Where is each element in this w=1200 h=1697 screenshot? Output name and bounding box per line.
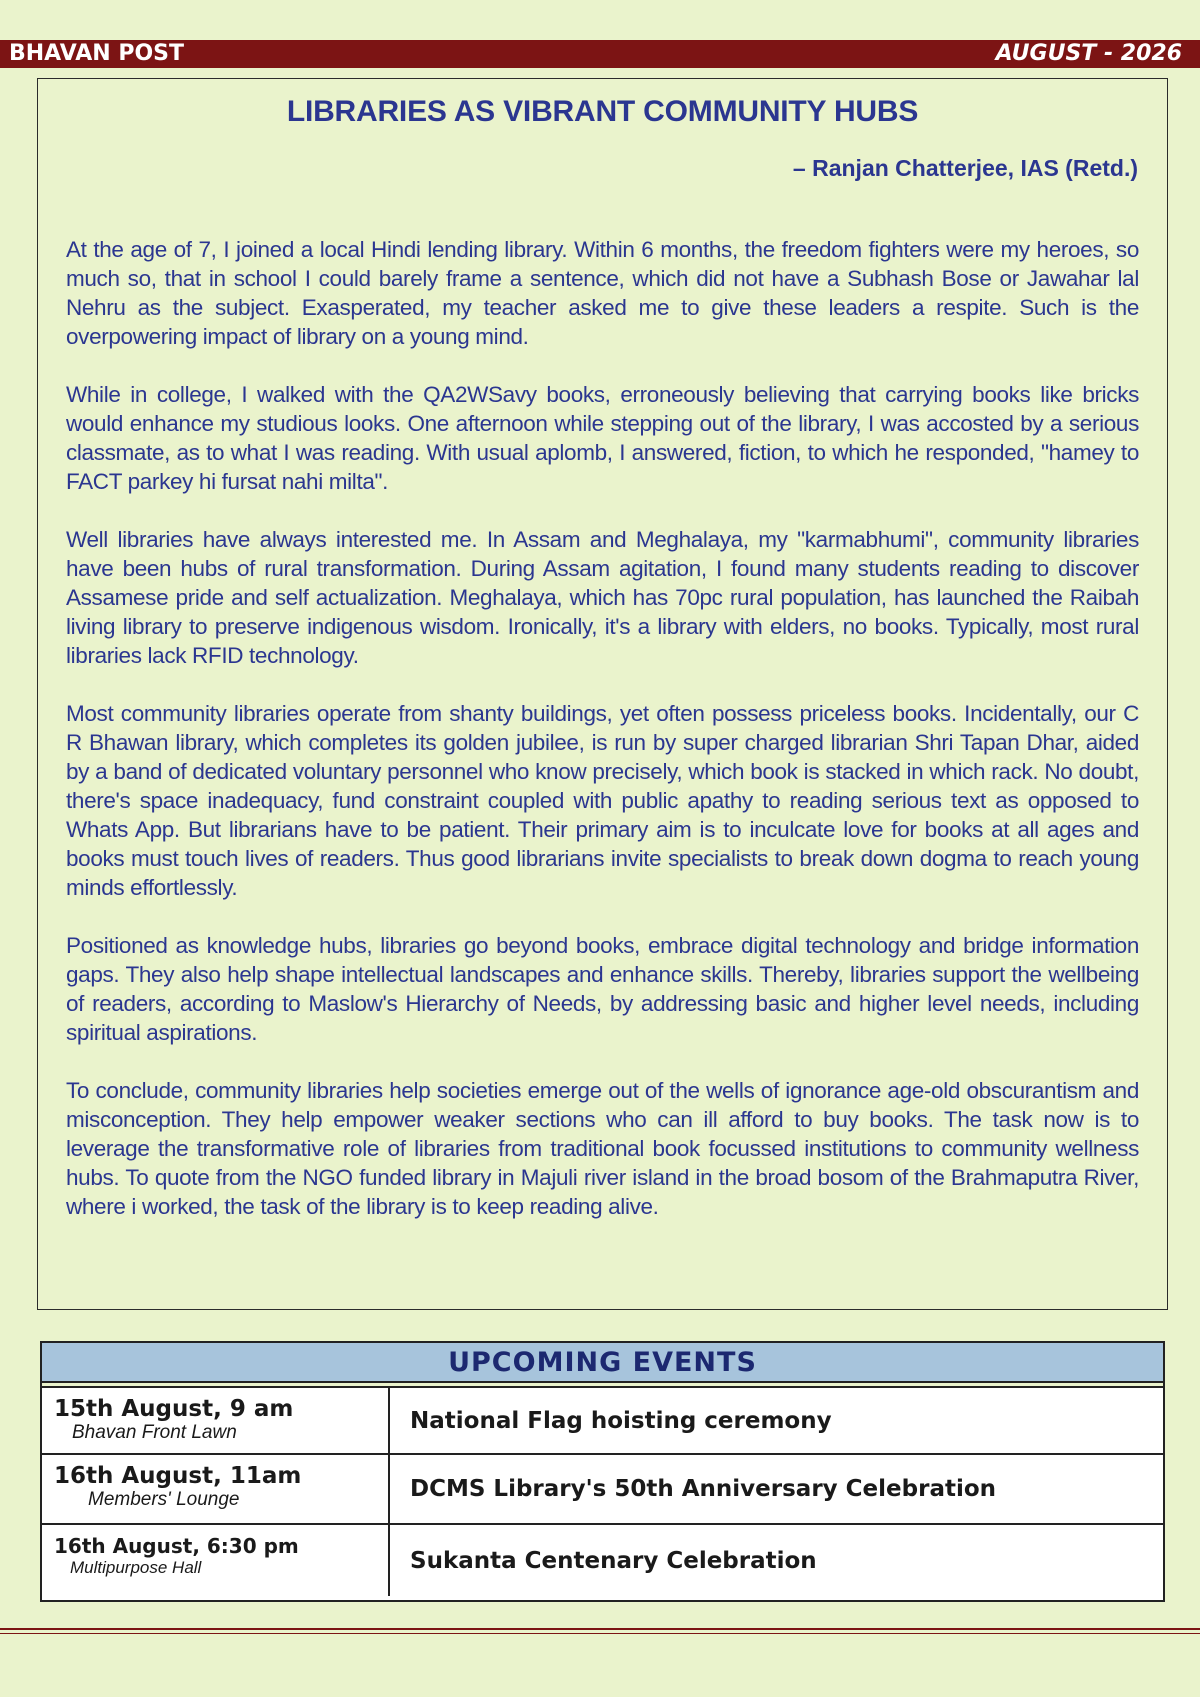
event-when-cell (42, 1525, 390, 1596)
event-row (42, 1455, 1163, 1525)
event-venue: Bhavan Front Lawn (72, 1422, 237, 1443)
event-title: National Flag hoisting ceremony (410, 1407, 832, 1434)
issue-date: AUGUST - 2026 (995, 41, 1182, 66)
article-paragraph: Positioned as knowledge hubs, libraries go beyond books, embrace digital technology and bridge information gaps. They also help shape intellectual landscapes and enhance skills. Thereby, libraries support the wellbeing of readers, according to Maslow's Hierarchy of Needs, by addressing basic and higher level needs, including spiritual aspirations. (66, 933, 1139, 1045)
event-row (42, 1388, 1163, 1455)
article-author: – Ranjan Chatterjee, IAS (Retd.) (792, 155, 1138, 181)
article-paragraph: Most community libraries operate from shanty buildings, yet often possess priceless books. Incidentally, our C R Bhawan library, which completes its golden jubilee, is run by super charged librarian Shri Tapan Dhar, aided by a band of dedicated voluntary personnel who know precisely, which book is stacked in which rack. No doubt, there's space inadequacy, fund constraint coupled with public apathy to reading serious text as opposed to Whats App. But librarians have to be patient. Their primary aim is to inculcate love for books at all ages and books must touch lives of readers. Thus good librarians invite specialists to break down dogma to reach young minds effortlessly. (66, 701, 1139, 900)
article-body (66, 235, 1139, 1250)
article-paragraph: At the age of 7, I joined a local Hindi lending library. Within 6 months, the freedom fighters were my heroes, so much so, that in school I could barely frame a sentence, which did not have a Subhash Bose or Jawahar lal Nehru as the subject. Exasperated, my teacher asked me to give these leaders a respite. Such is the overpowering impact of library on a young mind. (66, 237, 1139, 349)
article-paragraph: To conclude, community libraries help societies emerge out of the wells of ignorance age-old obscurantism and misconception. They help empower weaker sections who can ill afford to buy books. The task now is to leverage the transformative role of libraries from traditional book focussed institutions to community wellness hubs. To quote from the NGO funded library in Majuli river island in the broad bosom of the Brahmaputra River, where i worked, the task of the library is to keep reading alive. (66, 1078, 1139, 1219)
footer-rule (0, 1628, 1200, 1634)
event-title: Sukanta Centenary Celebration (410, 1547, 817, 1574)
newsletter-header (0, 40, 1200, 68)
event-venue: Multipurpose Hall (70, 1558, 202, 1577)
event-venue: Members' Lounge (88, 1489, 240, 1510)
event-when-cell (42, 1388, 390, 1453)
article-paragraph: While in college, I walked with the QA2WSavy books, erroneously believing that carrying books like bricks would enhance my studious looks. One afternoon while stepping out of the library, I was accosted by a serious classmate, as to what I was reading. With usual aplomb, I answered, fiction, to which he responded, "hamey to FACT parkey hi fursat nahi milta". (66, 382, 1139, 494)
upcoming-events-table (40, 1341, 1165, 1602)
event-date: 16th August, 11am (54, 1463, 302, 1489)
event-date: 16th August, 6:30 pm (54, 1534, 299, 1558)
event-row (42, 1525, 1163, 1596)
event-when-cell (42, 1455, 390, 1523)
event-date: 15th August, 9 am (54, 1396, 294, 1422)
article-title: LIBRARIES AS VIBRANT COMMUNITY HUBS (286, 95, 919, 128)
events-heading: UPCOMING EVENTS (42, 1343, 1163, 1383)
article-box (37, 78, 1168, 1310)
event-title: DCMS Library's 50th Anniversary Celebration (410, 1476, 997, 1502)
article-paragraph: Well libraries have always interested me. In Assam and Meghalaya, my "karmabhumi", community libraries have been hubs of rural transformation. During Assam agitation, I found many students reading to discover Assamese pride and self actualization. Meghalaya, which has 70pc rural population, has launched the Raibah living library to preserve indigenous wisdom. Ironically, it's a library with elders, no books. Typically, most rural libraries lack RFID technology. (66, 527, 1139, 668)
publication-name: BHAVAN POST (9, 41, 185, 66)
